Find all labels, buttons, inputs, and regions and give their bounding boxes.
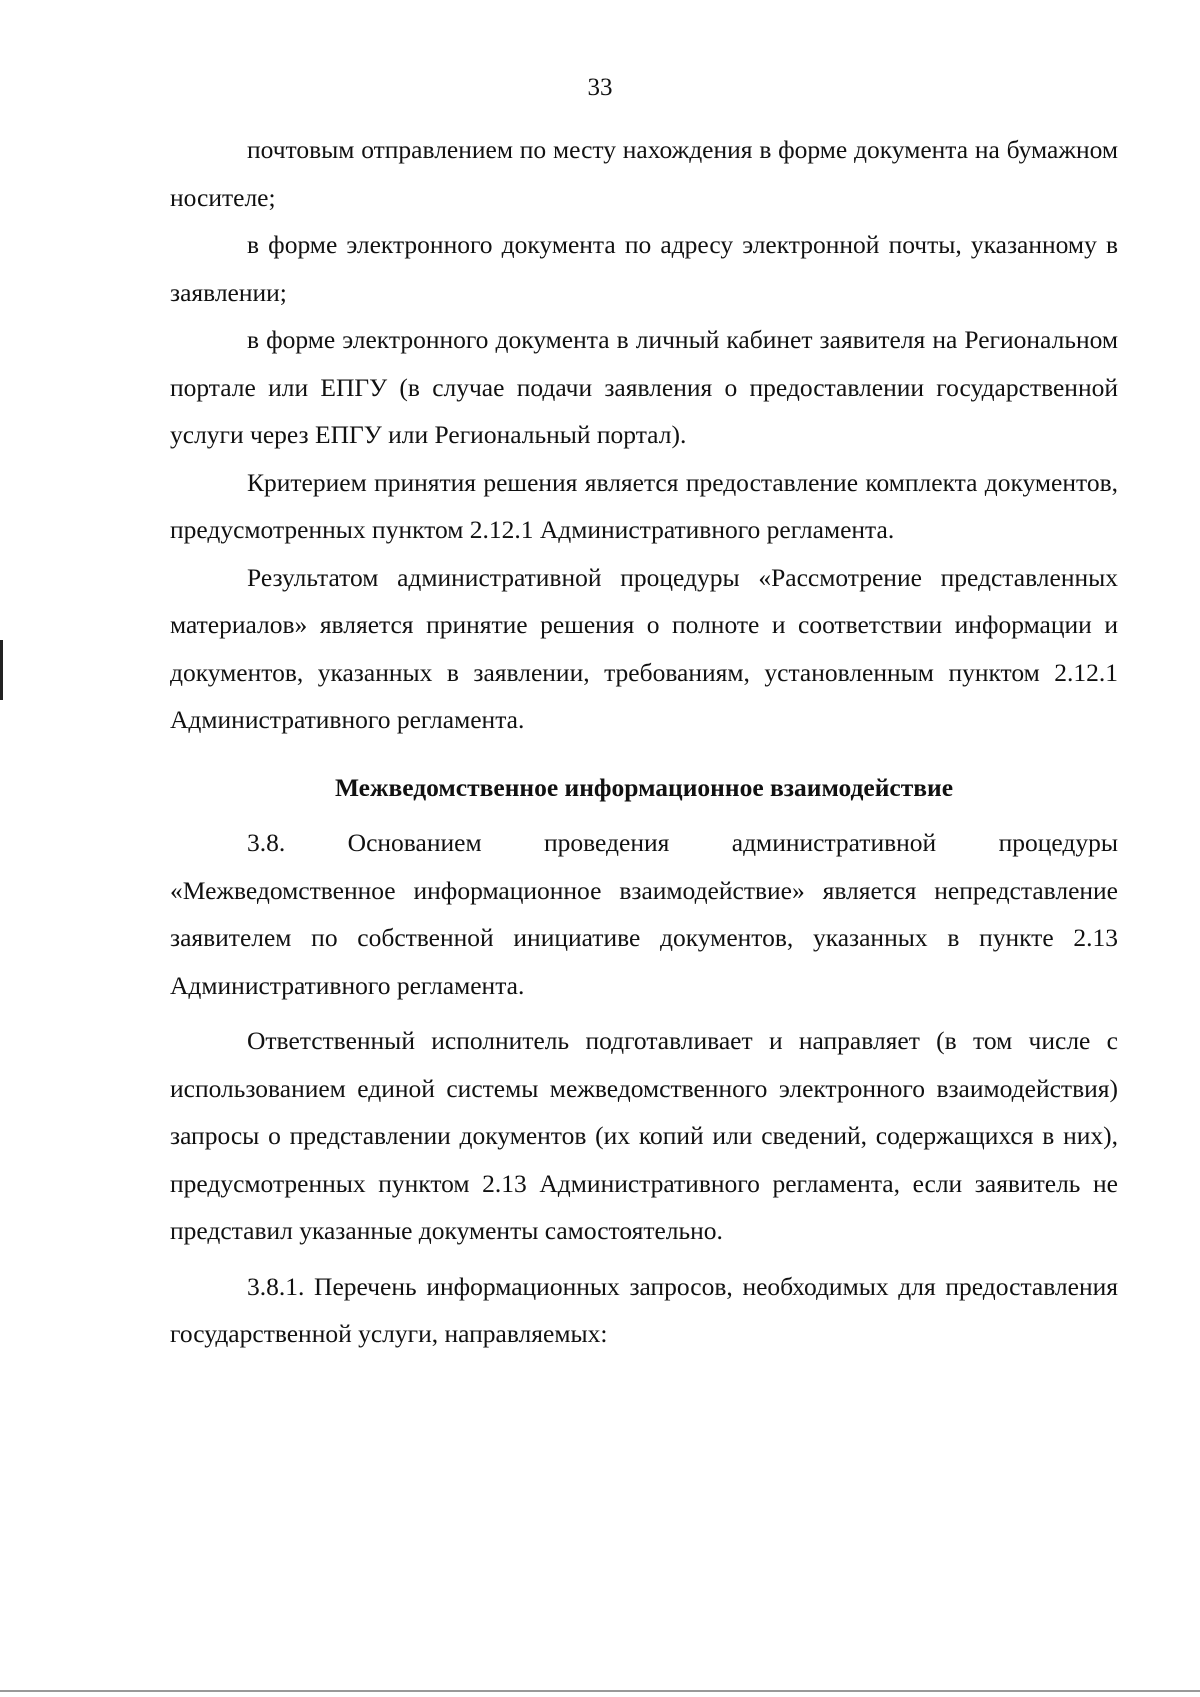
page-number: 33 (587, 74, 613, 101)
document-body (170, 126, 1118, 1358)
scan-edge-mark (0, 640, 3, 700)
paragraph-email-delivery: в форме электронного документа по адресу электронной почты, указанному в заявлении; (170, 230, 1118, 307)
paragraph-postal-delivery: почтовым отправлением по месту нахождения в форме документа на бумажном носителе; (170, 135, 1118, 212)
section-heading: Межведомственное информационное взаимодействие (334, 772, 954, 802)
paragraph-personal-cabinet-delivery: в форме электронного документа в личный кабинет заявителя на Региональном портале или ЕПГУ (в случае подачи заявления о предоставлении государственной услуги через ЕПГУ или Региональный портал). (170, 325, 1118, 449)
scan-bottom-edge (0, 1690, 1200, 1692)
paragraph-responsible-executor: Ответственный исполнитель подготавливает и направляет (в том числе с использованием единой системы межведомственного электронного взаимодействия) запросы о представлении документов (их копий или сведений, содержащихся в них), предусмотренных пунктом 2.13 Административного регламента, если заявитель не представил указанные документы самостоятельно. (170, 1026, 1118, 1245)
paragraph-section-3-8-1: 3.8.1. Перечень информационных запросов, необходимых для предоставления государственной услуги, направляемых: (170, 1271, 1118, 1348)
paragraph-procedure-result: Результатом административной процедуры «Рассмотрение представленных материалов» является принятие решения о полноте и соответствии информации и документов, указанных в заявлении, требованиям, установленным пунктом 2.12.1 Административного регламента. (170, 562, 1118, 734)
paragraph-section-3-8: 3.8. Основанием проведения административной процедуры «Межведомственное информационное взаимодействие» является непредставление заявителем по собственной инициативе документов, указанных в пункте 2.13 Административного регламента. (170, 828, 1118, 1000)
paragraph-decision-criterion: Критерием принятия решения является предоставление комплекта документов, предусмотренных пунктом 2.12.1 Административного регламента. (170, 467, 1118, 544)
